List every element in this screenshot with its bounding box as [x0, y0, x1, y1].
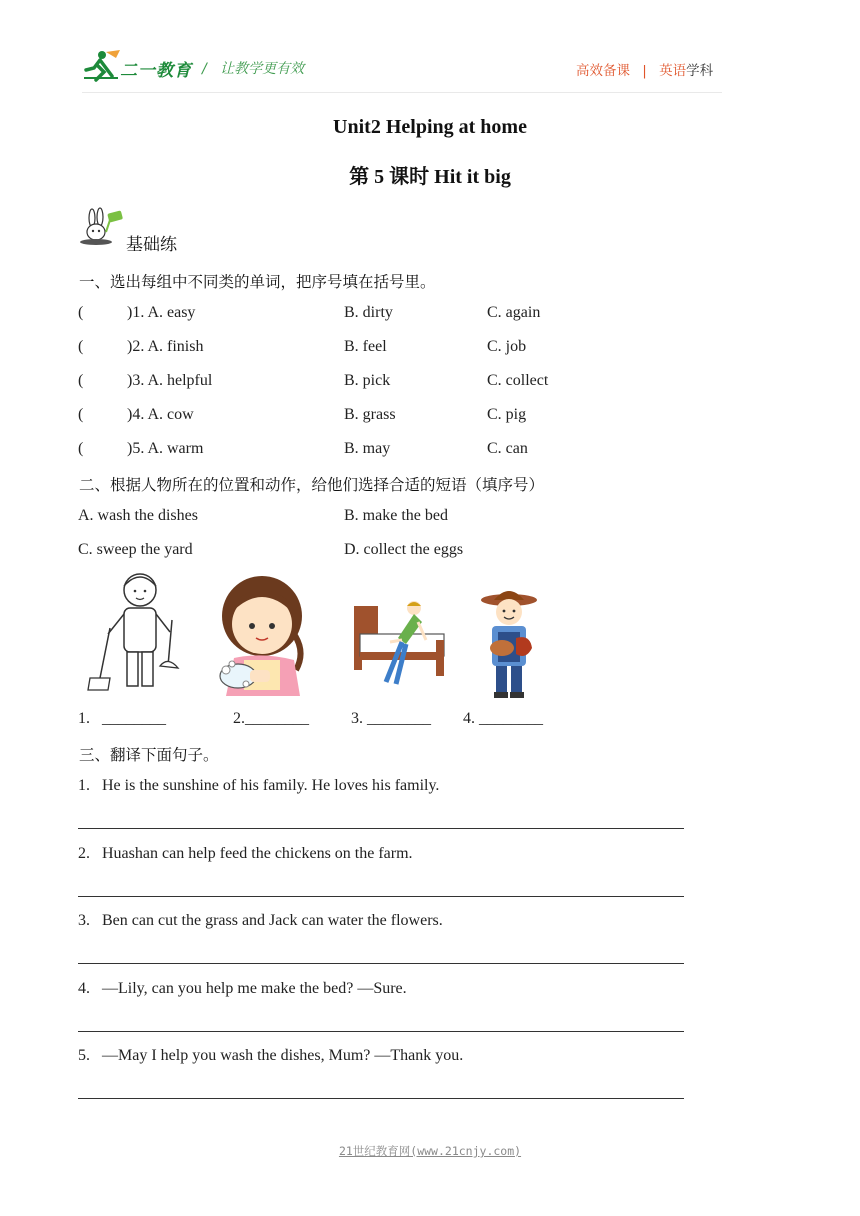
- page-title: Unit2 Helping at home: [333, 116, 527, 138]
- subject-left: 高效备课: [576, 63, 630, 79]
- q2-option-b: B. feel: [344, 338, 387, 355]
- section-label: 基础练: [126, 235, 177, 255]
- q2-option-a: )2. A. finish: [127, 338, 204, 355]
- answer-blank-1[interactable]: 1. ________: [78, 710, 166, 727]
- sentence-5: 5. —May I help you wash the dishes, Mum? —Thank you.: [78, 1047, 464, 1064]
- translation-line-4[interactable]: [78, 1031, 684, 1032]
- runner-logo-icon: [82, 48, 122, 84]
- translation-line-1[interactable]: [78, 828, 684, 829]
- slogan: [202, 58, 304, 78]
- header-divider: [82, 92, 722, 93]
- making-bed-boy-image: [352, 600, 448, 690]
- answer-blank-2[interactable]: 2.________: [233, 710, 309, 727]
- option-a: A. wash the dishes: [78, 507, 198, 524]
- subject-separator: |: [642, 63, 647, 79]
- slogan-slash: /: [202, 61, 207, 77]
- subject-label: [576, 59, 713, 79]
- option-d: D. collect the eggs: [344, 541, 464, 558]
- q5-paren: (: [78, 440, 84, 457]
- q5-option-c: C. can: [487, 440, 528, 457]
- option-b: B. make the bed: [344, 507, 448, 524]
- q2-option-c: C. job: [487, 338, 527, 355]
- q5-option-a: )5. A. warm: [127, 440, 204, 457]
- translation-line-2[interactable]: [78, 896, 684, 897]
- answer-blank-4[interactable]: 4. ________: [463, 710, 543, 727]
- sweeping-boy-image: [84, 570, 188, 694]
- farmer-with-eggs-image: [474, 586, 544, 702]
- sentence-4: 4. —Lily, can you help me make the bed? —Sure.: [78, 980, 407, 997]
- sentence-2: 2. Huashan can help feed the chickens on the farm.: [78, 845, 413, 862]
- footer-link[interactable]: 21世纪教育网(www.21cnjy.com): [338, 1144, 522, 1158]
- page-subtitle: 第 5 课时 Hit it big: [349, 166, 511, 188]
- translation-line-5[interactable]: [78, 1098, 684, 1099]
- q3-option-a: )3. A. helpful: [127, 372, 213, 389]
- q4-option-a: )4. A. cow: [127, 406, 194, 423]
- part3-heading: 三、翻译下面句子。: [79, 746, 219, 764]
- part2-heading: 二、根据人物所在的位置和动作，给他们选择合适的短语（填序号）: [79, 476, 545, 494]
- answer-blank-3[interactable]: 3. ________: [351, 710, 431, 727]
- q1-option-c: C. again: [487, 304, 541, 321]
- q4-option-b: B. grass: [344, 406, 396, 423]
- washing-dishes-girl-image: [210, 574, 310, 698]
- q4-paren: (: [78, 406, 84, 423]
- q1-paren: (: [78, 304, 84, 321]
- subject-right-a: 英语: [659, 63, 687, 79]
- option-c: C. sweep the yard: [78, 541, 193, 558]
- q3-option-b: B. pick: [344, 372, 391, 389]
- rabbit-icon: [78, 206, 126, 246]
- q5-option-b: B. may: [344, 440, 391, 457]
- q3-option-c: C. collect: [487, 372, 549, 389]
- q1-option-a: )1. A. easy: [127, 304, 196, 321]
- q1-option-b: B. dirty: [344, 304, 393, 321]
- translation-line-3[interactable]: [78, 963, 684, 964]
- part1-heading: 一、选出每组中不同类的单词，把序号填在括号里。: [79, 273, 436, 291]
- q4-option-c: C. pig: [487, 406, 527, 423]
- logo-text: 二一教育: [120, 61, 192, 81]
- sentence-1: 1. He is the sunshine of his family. He loves his family.: [78, 777, 440, 794]
- slogan-text: 让教学更有效: [220, 61, 305, 77]
- subject-right-b: 学科: [686, 63, 714, 79]
- q3-paren: (: [78, 372, 84, 389]
- sentence-3: 3. Ben can cut the grass and Jack can water the flowers.: [78, 912, 443, 929]
- q2-paren: (: [78, 338, 84, 355]
